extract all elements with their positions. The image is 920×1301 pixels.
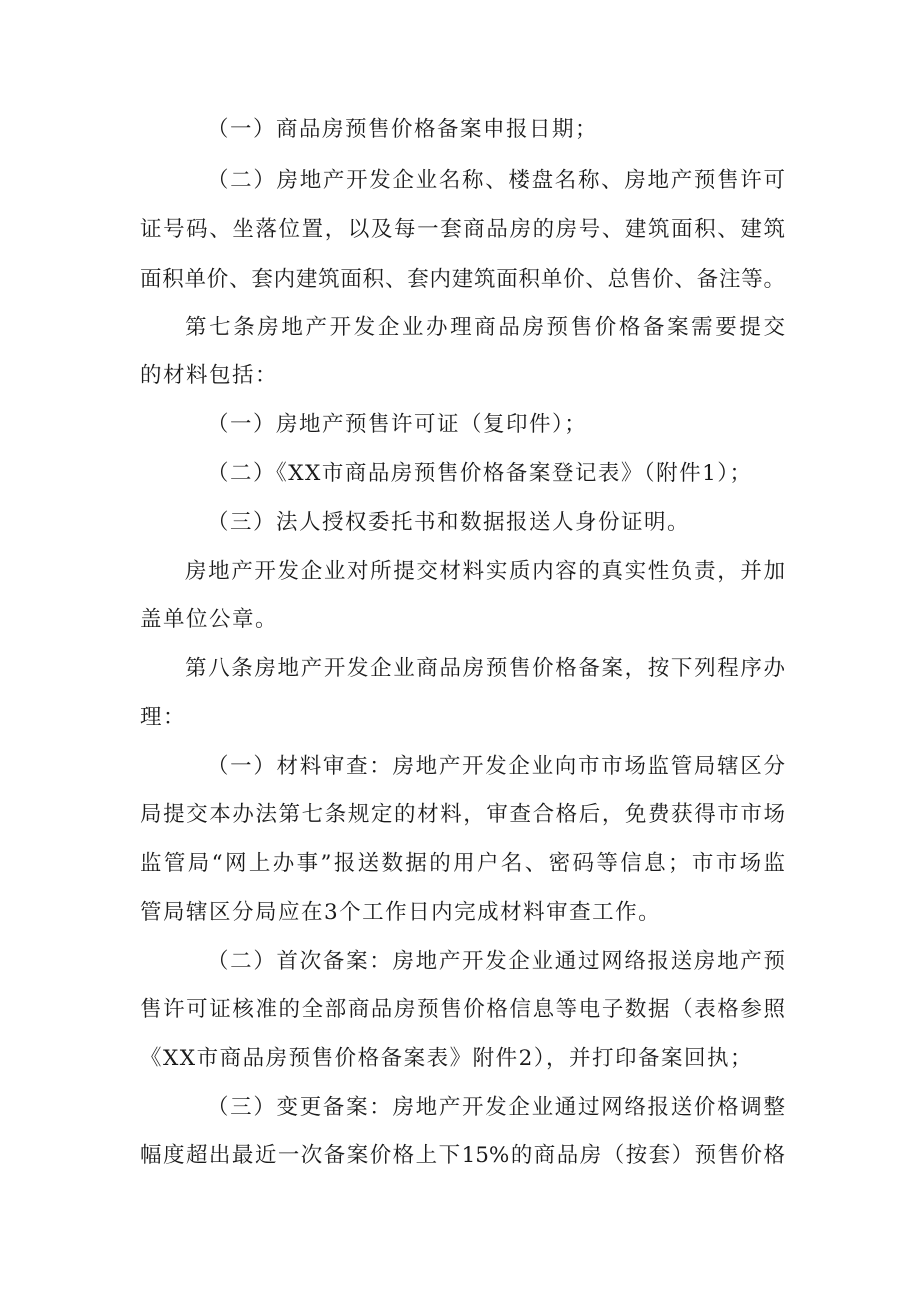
paragraph-line: （一）房地产预售许可证（复印件）； — [207, 412, 588, 437]
paragraph-line: 管局辖区分局应在3个工作日内完成材料审查工作。 — [140, 900, 662, 925]
paragraph-line: （二）房地产开发企业名称、楼盘名称、房地产预售许可 — [207, 168, 785, 193]
paragraph-line: 第七条房地产开发企业办理商品房预售价格备案需要提交 — [185, 315, 785, 340]
paragraph-line: 局提交本办法第七条规定的材料，审查合格后，免费获得市市场 — [140, 802, 785, 827]
paragraph-line: （二）首次备案：房地产开发企业通过网络报送房地产预 — [207, 949, 785, 974]
paragraph-line: 理： — [140, 705, 187, 730]
paragraph-line: 《XX市商品房预售价格备案表》附件2），并打印备案回执； — [140, 1046, 754, 1071]
paragraph-line: 第八条房地产开发企业商品房预售价格备案，按下列程序办 — [185, 656, 785, 681]
paragraph-line: 面积单价、套内建筑面积、套内建筑面积单价、总售价、备注等。 — [140, 267, 785, 292]
paragraph-line: 监管局“网上办事”报送数据的用户名、密码等信息；市市场监 — [140, 851, 785, 876]
paragraph-line: （三）法人授权委托书和数据报送人身份证明。 — [207, 510, 691, 535]
paragraph-line: 售许可证核准的全部商品房预售价格信息等电子数据（表格参照 — [140, 997, 785, 1022]
paragraph-line: （一）商品房预售价格备案申报日期； — [207, 117, 599, 142]
paragraph-line: 幅度超出最近一次备案价格上下15%的商品房（按套）预售价格 — [140, 1143, 785, 1168]
paragraph-line: 的材料包括： — [140, 363, 279, 388]
paragraph-line: （一）材料审查：房地产开发企业向市市场监管局辖区分 — [207, 754, 785, 779]
paragraph-line: 盖单位公章。 — [140, 607, 279, 632]
paragraph-line: 证号码、坐落位置，以及每一套商品房的房号、建筑面积、建筑 — [140, 217, 785, 242]
paragraph-line: （二）《XX市商品房预售价格备案登记表》（附件1）； — [207, 461, 753, 486]
paragraph-line: （三）变更备案：房地产开发企业通过网络报送价格调整 — [207, 1095, 785, 1120]
paragraph-line: 房地产开发企业对所提交材料实质内容的真实性负责，并加 — [185, 559, 785, 584]
